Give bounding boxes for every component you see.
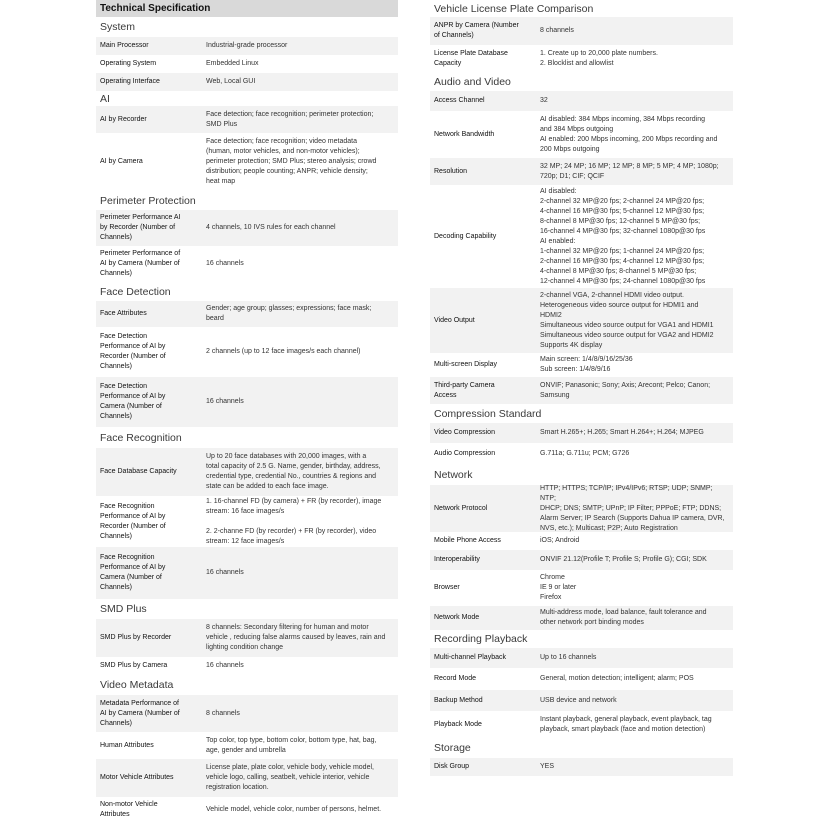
spec-value (202, 619, 398, 657)
spec-row (430, 532, 733, 550)
spec-label (96, 547, 202, 599)
spec-label-text: Audio Compression (434, 450, 496, 457)
spec-value-text: Top color, top type, bottom color, bottom type, hat, bag, age, gender and umbrella (206, 736, 377, 754)
spec-row (96, 547, 398, 599)
spec-value (202, 547, 398, 599)
section-heading-perimeter-protection: Perimeter Protection (100, 194, 196, 207)
spec-value-text: Industrial-grade processor (206, 42, 288, 49)
spec-value (202, 37, 398, 55)
spec-row (430, 91, 733, 111)
spec-value (536, 570, 733, 606)
spec-value (536, 648, 733, 668)
spec-label-text: Multi-screen Display (434, 361, 498, 368)
spec-label (96, 619, 202, 657)
spec-label (96, 55, 202, 73)
section-heading-vehicle-license-plate-comparison: Vehicle License Plate Comparison (434, 2, 594, 15)
spec-value-text: Vehicle model, vehicle color, number of persons, helmet. (206, 806, 382, 813)
spec-table-smd-plus (96, 619, 398, 675)
spec-label (430, 185, 536, 288)
spec-value-text: USB device and network (540, 696, 617, 704)
spec-value-text: 16 channels (206, 662, 244, 669)
spec-value (202, 73, 398, 91)
spec-row (96, 619, 398, 657)
spec-label-text: Interoperability (434, 556, 480, 563)
spec-row (96, 695, 398, 732)
spec-label (96, 210, 202, 246)
spec-label (96, 377, 202, 427)
section-heading-recording-playback: Recording Playback (434, 633, 528, 645)
spec-label-text: AI by Camera (100, 158, 143, 165)
spec-value (202, 695, 398, 732)
spec-label-text: Playback Mode (434, 720, 482, 728)
spec-value-text: AI disabled: 2-channel 32 MP@20 fps; 2-channel 24 MP@20 fps; 4-channel 16 MP@30 fps; 5-channel 12 MP@30 fps; 8-channel 8 MP@30 fps; 12-channel 5 MP@30 fps; 16-channel 4 MP@30 fps; 32-channel 1080p@30 fps AI enabled: 1-channel 32 MP@20 fps; 1-channel 24 MP@20 fps; 2-channel 16 MP@30 fps; 4-channel 12 MP@30 fps; 4-channel 8 MP@30 fps; 8-channel 5 MP@30 fps; 12-channel 4 MP@30 fps; 24-channel 1080p@30 fps (540, 187, 706, 285)
spec-label (430, 353, 536, 377)
spec-value (536, 668, 733, 690)
spec-label-text: Operating Interface (100, 78, 160, 85)
spec-table-face-detection (96, 301, 398, 427)
spec-label-text: Network Protocol (434, 504, 488, 512)
spec-label-text: Human Attributes (100, 741, 154, 749)
spec-value (536, 91, 733, 111)
spec-row (430, 606, 733, 630)
spec-value (202, 246, 398, 282)
spec-row (96, 327, 398, 377)
spec-value (202, 657, 398, 675)
spec-value (202, 106, 398, 133)
spec-label-text: Non-motor Vehicle Attributes (100, 801, 158, 818)
spec-value-text: Gender; age group; glasses; expressions; face mask; beard (206, 305, 372, 322)
page-title: Technical Specification (96, 0, 398, 17)
spec-table-storage (430, 758, 733, 776)
spec-label (430, 606, 536, 630)
spec-value (536, 288, 733, 353)
section-heading-video-metadata: Video Metadata (100, 679, 174, 691)
spec-value-text: Web, Local GUI (206, 78, 256, 85)
spec-row (96, 106, 398, 133)
section-heading-storage: Storage (434, 742, 471, 754)
spec-row (96, 73, 398, 91)
spec-label (430, 158, 536, 185)
spec-value-text: Up to 16 channels (540, 654, 597, 661)
spec-label (96, 695, 202, 732)
spec-table-ai (96, 106, 398, 191)
spec-table-video-metadata (96, 695, 398, 823)
spec-value-text: Instant playback, general playback, event playback, tag playback, smart playback (face and motion detection) (540, 715, 712, 733)
spec-value (202, 377, 398, 427)
spec-value-text: HTTP; HTTPS; TCP/IP; IPv4/IPv6; RTSP; UDP; SNMP; NTP; DHCP; DNS; SMTP; UPnP; IP Filter; PPPoE; FTP; DDNS; Alarm Server; IP Search (Supports Dahua IP camera, DVR, NVS, etc.); Multicast; P2P; Auto Registration (540, 484, 725, 532)
spec-value (202, 55, 398, 73)
spec-label (96, 246, 202, 282)
spec-label (96, 496, 202, 547)
spec-value-text: Multi-address mode, load balance, fault tolerance and other network port binding modes (540, 609, 707, 626)
spec-label (96, 106, 202, 133)
spec-row (430, 353, 733, 377)
spec-row (96, 210, 398, 246)
spec-table-perimeter-protection (96, 210, 398, 282)
spec-label-text: AI by Recorder (100, 115, 147, 123)
spec-label (430, 45, 536, 72)
spec-table-network (430, 485, 733, 630)
spec-value (202, 732, 398, 759)
spec-label-text: Network Mode (434, 614, 480, 621)
spec-label (96, 759, 202, 797)
spec-value-text: 16 channels (206, 569, 244, 576)
spec-row (96, 133, 398, 191)
spec-row (96, 797, 398, 823)
spec-label-text: Face Recognition Performance of AI by Camera (Number of Channels) (100, 554, 166, 591)
spec-table-vehicle-license-plate-comparison (430, 17, 733, 72)
spec-value-text: 16 channels (206, 260, 244, 267)
spec-value-text: Smart H.265+; H.265; Smart H.264+; H.264; MJPEG (540, 429, 704, 436)
spec-value (536, 711, 733, 738)
spec-label-text: Main Processor (100, 42, 149, 49)
spec-row (430, 570, 733, 606)
spec-row (96, 657, 398, 675)
spec-value (536, 443, 733, 465)
spec-row (430, 443, 733, 465)
section-heading-audio-and-video: Audio and Video (434, 75, 511, 88)
spec-row (430, 158, 733, 185)
spec-value-text: 2-channel VGA, 2-channel HDMI video output. Heterogeneous video source output for HDMI1 and HDMI2 Simultaneous video source output for VGA1 and HDMI1 Simultaneous video source output for VGA2 and HDMI2 Supports 4K display (540, 291, 714, 349)
spec-value-text: AI disabled: 384 Mbps incoming, 384 Mbps recording and 384 Mbps outgoing AI enabled: 200 Mbps incoming, 200 Mbps recording and 200 Mbps outgoing (540, 115, 718, 153)
spec-value-text: 8 channels (206, 709, 240, 717)
spec-row (430, 185, 733, 288)
spec-value (536, 423, 733, 443)
spec-label (96, 448, 202, 496)
spec-value-text: 16 channels (206, 398, 244, 405)
section-heading-face-recognition: Face Recognition (100, 431, 182, 444)
spec-value (536, 532, 733, 550)
spec-value-text: 8 channels: Secondary filtering for human and motor vehicle , reducing false alarms caused by leaves, rain and lighting condition change (206, 624, 386, 651)
spec-value (536, 353, 733, 377)
spec-value-text: Chrome IE 9 or later Firefox (540, 574, 577, 601)
spec-value-text: 4 channels, 10 IVS rules for each channel (206, 224, 336, 231)
spec-row (430, 423, 733, 443)
spec-row (430, 690, 733, 711)
spec-label-text: Face Attributes (100, 310, 147, 317)
spec-value (202, 327, 398, 377)
spec-value (536, 758, 733, 776)
spec-table-recording-playback (430, 648, 733, 738)
spec-value-text: 32 (540, 97, 548, 104)
spec-label (430, 668, 536, 690)
spec-value-text: Main screen: 1/4/8/9/16/25/36 Sub screen: 1/4/8/9/16 (540, 356, 633, 373)
spec-value (536, 158, 733, 185)
spec-table-system (96, 37, 398, 91)
spec-label-text: Access Channel (434, 97, 485, 104)
spec-value-text: 1. 16-channel FD (by camera) + FR (by recorder), image stream: 16 face images/s 2. 2-channe FD (by recorder) + FR (by recorder), video stream: 12 face images/s (206, 497, 382, 545)
spec-label-text: Face Detection Performance of AI by Camera (Number of Channels) (100, 383, 166, 420)
spec-row (96, 246, 398, 282)
section-heading-system: System (100, 21, 136, 33)
spec-value (536, 550, 733, 570)
spec-label-text: Backup Method (434, 696, 483, 704)
section-heading-face-detection: Face Detection (100, 285, 171, 298)
spec-label-text: Metadata Performance of AI by Camera (Number of Channels) (100, 699, 180, 727)
spec-value (536, 606, 733, 630)
spec-value (536, 690, 733, 711)
spec-label (96, 657, 202, 675)
spec-value-text: Face detection; face recognition; perimeter protection; SMD Plus (206, 110, 374, 128)
spec-row (430, 485, 733, 532)
spec-value (536, 17, 733, 45)
spec-value-text: Up to 20 face databases with 20,000 images, with a total capacity of 2.5 G. Name, gender, birthday, address, credential type, credential No., countries & regions and state can be added to each face image. (206, 453, 381, 490)
spec-label (430, 758, 536, 776)
spec-row (430, 668, 733, 690)
spec-label-text: Face Recognition Performance of AI by Recorder (Number of Channels) (100, 502, 166, 540)
spec-label-text: SMD Plus by Recorder (100, 634, 172, 641)
spec-value (536, 111, 733, 158)
spec-value (536, 185, 733, 288)
spec-label (430, 91, 536, 111)
spec-value-text: Embedded Linux (206, 60, 259, 67)
spec-label-text: Face Detection Performance of AI by Recorder (Number of Channels) (100, 333, 166, 370)
spec-label (430, 570, 536, 606)
spec-label (430, 111, 536, 158)
spec-value (202, 210, 398, 246)
spec-table-face-recognition (96, 448, 398, 599)
spec-row (430, 111, 733, 158)
spec-row (96, 301, 398, 327)
spec-label-text: Third-party Camera Access (434, 381, 495, 399)
spec-label (430, 690, 536, 711)
spec-label (430, 377, 536, 404)
section-heading-ai: AI (100, 92, 110, 105)
spec-table-audio-and-video (430, 91, 733, 404)
section-heading-compression-standard: Compression Standard (434, 407, 542, 420)
spec-label-text: Mobile Phone Access (434, 537, 501, 544)
spec-label (430, 532, 536, 550)
spec-row (430, 377, 733, 404)
spec-label-text: Video Compression (434, 429, 495, 436)
spec-label (96, 327, 202, 377)
spec-row (96, 55, 398, 73)
left-column (96, 0, 398, 823)
spec-value-text: License plate, plate color, vehicle body, vehicle model, vehicle logo, calling, seatbelt, vehicle interior, vehicle registration location. (206, 764, 374, 791)
spec-label-text: Resolution (434, 167, 468, 175)
spec-table-compression-standard (430, 423, 733, 465)
spec-label (96, 301, 202, 327)
spec-value-text: ONVIF; Panasonic; Sony; Axis; Arecont; Pelco; Canon; Samsung (540, 381, 711, 399)
spec-label-text: Perimeter Performance of AI by Camera (Number of Channels) (100, 250, 181, 277)
right-column (430, 0, 733, 776)
spec-label-text: Browser (434, 584, 460, 591)
spec-row (96, 759, 398, 797)
spec-value (536, 485, 733, 532)
spec-value-text: G.711a; G.711u; PCM; G726 (540, 450, 630, 457)
spec-label (430, 648, 536, 668)
spec-row (430, 711, 733, 738)
spec-label-text: Motor Vehicle Attributes (100, 774, 174, 781)
spec-value-text: ONVIF 21.12(Profile T; Profile S; Profile G); CGI; SDK (540, 556, 707, 563)
spec-label (96, 73, 202, 91)
spec-label (96, 797, 202, 823)
spec-value (202, 448, 398, 496)
spec-label-text: Decoding Capability (434, 232, 497, 240)
spec-value-text: 1. Create up to 20,000 plate numbers. 2. Blocklist and allowlist (540, 49, 658, 67)
spec-row (430, 288, 733, 353)
spec-label-text: Multi-channel Playback (434, 654, 506, 661)
spec-label-text: Operating System (100, 60, 157, 67)
spec-label-text: Disk Group (434, 763, 470, 770)
spec-label-text: ANPR by Camera (Number of Channels) (434, 22, 519, 39)
spec-value-text: Face detection; face recognition; video metadata (human, motor vehicles, and non-motor vehicles); perimeter protection; SMD Plus; stereo analysis; crowd distribution; people counting; ANPR; vehicle density; heat map (206, 138, 377, 185)
spec-value-text: iOS; Android (540, 537, 580, 544)
spec-value (536, 45, 733, 72)
spec-label (430, 288, 536, 353)
section-heading-network: Network (434, 469, 473, 481)
spec-row (96, 732, 398, 759)
spec-label (430, 17, 536, 45)
spec-row (96, 377, 398, 427)
spec-row (430, 17, 733, 45)
spec-row (430, 648, 733, 668)
spec-label (96, 133, 202, 191)
spec-value-text: 8 channels (540, 27, 574, 34)
spec-label-text: Video Output (434, 316, 475, 324)
spec-label-text: Perimeter Performance AI by Recorder (Number of Channels) (100, 214, 181, 241)
spec-value-text: 2 channels (up to 12 face images/s each channel) (206, 348, 361, 355)
spec-value (202, 496, 398, 547)
spec-label (96, 37, 202, 55)
spec-value (202, 759, 398, 797)
spec-row (430, 550, 733, 570)
spec-value (202, 133, 398, 191)
spec-value (202, 301, 398, 327)
section-heading-smd-plus: SMD Plus (100, 603, 147, 615)
spec-row (96, 448, 398, 496)
spec-value (202, 797, 398, 823)
spec-label-text: License Plate Database Capacity (434, 49, 508, 67)
spec-label (430, 711, 536, 738)
spec-label-text: SMD Plus by Camera (100, 662, 168, 669)
spec-row (430, 45, 733, 72)
spec-value-text: 32 MP; 24 MP; 16 MP; 12 MP; 8 MP; 5 MP; 4 MP; 1080p; 720p; D1; CIF; QCIF (540, 162, 719, 180)
spec-value-text: YES (540, 763, 555, 770)
spec-label (430, 423, 536, 443)
spec-label (430, 485, 536, 532)
spec-row (96, 37, 398, 55)
spec-label (430, 550, 536, 570)
spec-label (96, 732, 202, 759)
spec-value (536, 377, 733, 404)
spec-value-text: General, motion detection; intelligent; alarm; POS (540, 675, 694, 682)
spec-label-text: Face Database Capacity (100, 468, 177, 475)
spec-label-text: Network Bandwidth (434, 130, 495, 138)
spec-row (430, 758, 733, 776)
spec-row (96, 496, 398, 547)
spec-label (430, 443, 536, 465)
spec-label-text: Record Mode (434, 675, 477, 682)
